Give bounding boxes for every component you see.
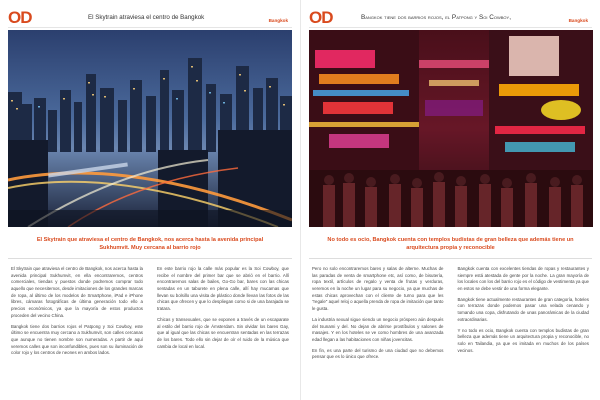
paragraph: Pero no solo encontraremos bares y salas de alterne. Muchas de las paradas de venta de smartphone etc, así como, de bisutería, ropa textil, artículos de regalo y venta de frutas y verduras, veremos en la noche un lugar para su negocio, ya que muchas de estas chicas aprovechan con el cliente de turno para que les "regale" aquel reloj o aquella prenda de ropa de imitación que tanto le gusta.	[312, 266, 444, 312]
skyline-photo	[8, 30, 292, 227]
neon-street-photo	[309, 30, 593, 227]
paragraph: El Skytrain que atraviesa el centro de Bangkok, nos acerca hasta la avenida principal Sukhumvit, en ella encontraremos, centros comerciales, tiendas y puestos donde podremos comprar todo aquello que necesitemos, desde imitaciones de los grandes marcas de ropa, al último de los modelos de Smartphone, iPad e iPhone libres, cámaras fotográficas de última generación todo ello a precios económicos, ya que la mayoría de estos productos proceden del vecino China.	[11, 266, 143, 318]
article-columns	[312, 266, 589, 365]
photo-caption: El Skytrain que atraviesa el centro de Bangkok, nos acerca hasta la avenida principal Sukhumvit. Muy cercana al barrio rojo	[36, 237, 264, 252]
section-tag: Bangkok	[568, 18, 588, 23]
paragraph: Chicas y transexuales, que se exponen a través de un escaparate al estilo del barrio rojo de Ámsterdam. Sin olvidar los bares Gay, que al igual que las chicas se encuentran sentadas en las terrazas de los bares. Todo ello sin dejar de oír el ruido de la música que cambia de local en local.	[157, 316, 289, 349]
article-column-2	[458, 266, 590, 365]
paragraph: Bangkok cuenta con excelentes tiendas de ropas y restaurantes y siempre está atestada de gente por la noche. La gran mayoría de los locales con los del barrio rojo es el código de vestimenta ya que en estos se debe vestir de una forma elegante.	[457, 266, 589, 292]
neon-street-illustration	[309, 30, 593, 227]
header-divider	[309, 27, 592, 28]
photo-caption: No todo es ocio, Bangkok cuenta con templos budistas de gran belleza que además tiene un arquitectura propia y reconocible	[327, 237, 574, 252]
paragraph: En este barrio rojo la calle más popular es la Soi Cowboy, que recibe el nombre del primer bar que se abrió en el barrio. Allí encontraremos salas de bailes, Go-Go bar, bares con las chicas sentadas en un taburete en plena calle, allí hay mucamas que llevan su bolsillo una visita de plástico donde llevan las fotos de las chicas que ofrecen y que lo despliegan como si de una barajada se tratara.	[157, 266, 289, 312]
paragraph: En fin, es una parte del turismo de una ciudad que no debemos pensar que es lo único que ofrece.	[312, 347, 444, 360]
header-divider	[8, 27, 292, 28]
paragraph: Bangkok tiene dos barrios rojos el Patpong y Soi Cowboy, este último se encuentra muy cercano a Sukhumvit, son calles cercanas que aunque no tienen nombre son numeradas. A partir de aquí veremos calles que son inconfundibles, pues son su iluminación de color rojo y los centros de neones en ambos lados.	[11, 323, 143, 356]
caption-divider	[309, 258, 592, 259]
skyline-photo-illustration	[8, 30, 292, 227]
magazine-logo: OD	[309, 8, 333, 27]
caption-divider	[8, 258, 292, 259]
article-column-1	[312, 266, 444, 365]
paragraph: La industria sexual sigue siendo un negocio próspero aún después del tsunami y del. No dejan de abrirse prostíbulos y salones de masajes. Y en los hoteles se ve como hombres de una avanzada edad llegan a las habitaciones con niñas jovencitas.	[312, 316, 444, 342]
paragraph: Bangkok tiene actualmente restaurantes de gran categoría, hoteles con terrazas donde podemos pasar una velada cenando y tomando una copa, disfrutando de unas panorámicas de la ciudad extraordinarias.	[457, 296, 589, 322]
paragraph: Y no todo es ocio, Bangkok cuenta con templos budistas de gran belleza que además tiene un arquitectura propia y reconocible, no solo en Tailandia, ya que es imitada en muchos de los países vecinos.	[457, 327, 589, 353]
article-columns	[11, 266, 289, 361]
article-column-2	[157, 266, 289, 361]
right-page	[300, 0, 600, 400]
magazine-logo: OD	[8, 8, 32, 27]
page-header-title: Bangkok tiene dos barrios rojos, el Patpong y Soi Cowboy,	[361, 14, 511, 21]
article-column-1	[11, 266, 143, 361]
page-header-title: El Skytrain atraviesa el centro de Bangkok	[88, 14, 205, 21]
section-tag: Bangkok	[268, 18, 288, 23]
